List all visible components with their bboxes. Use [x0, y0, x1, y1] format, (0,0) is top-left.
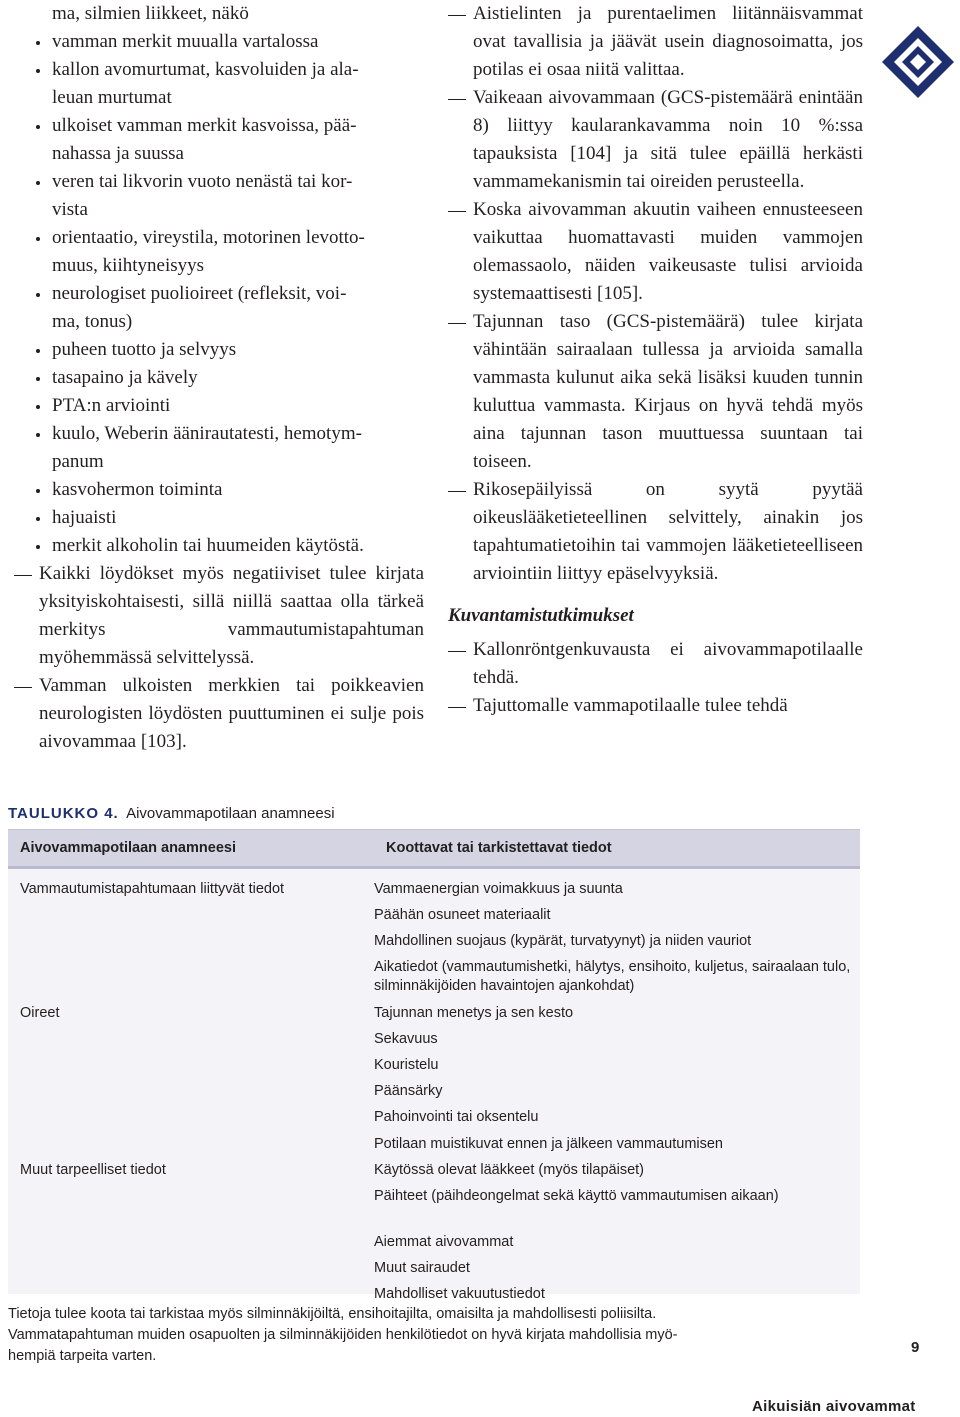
bullet-item: orientaatio, vireystila, motorinen levotto- muus, kiihtyneisyys — [14, 224, 424, 280]
table-cell: Sekavuus — [374, 1031, 438, 1047]
running-footer: Aikuisiän aivovammat — [752, 1398, 916, 1415]
table-cell: Käytössä olevat lääkkeet (myös tilapäiset) — [374, 1162, 644, 1178]
right-text-column — [448, 0, 863, 720]
examination-bullet-list — [14, 0, 424, 560]
bullet-item: tasapaino ja kävely — [14, 364, 424, 392]
bullet-item: vamman merkit muualla vartalossa — [14, 28, 424, 56]
left-text-column — [14, 0, 424, 756]
table-group-label: Vammautumistapahtumaan liittyvät tiedot — [20, 881, 285, 897]
table-group-label: Muut tarpeelliset tiedot — [20, 1162, 166, 1178]
bullet-item: neurologiset puolioireet (refleksit, voi- ma, tonus) — [14, 280, 424, 336]
footnote-line: Vammatapahtuman muiden osapuolten ja silminnäkijöiden henkilötiedot on hyvä kirjata mahdollisia myö- — [8, 1327, 678, 1343]
footnote-line: Tietoja tulee koota tai tarkistaa myös silminnäkijöiltä, ensihoitajilta, omaisilta ja mahdollisesti poliisilta. — [8, 1306, 657, 1322]
table-cell: Aiemmat aivovammat — [374, 1234, 514, 1250]
bullet-item: PTA:n arviointi — [14, 392, 424, 420]
dash-paragraph: Kaikki löydökset myös negatiiviset tulee kirjata yksityiskohtaisesti, sillä niillä saattaa olla tärkeä merkitys vammautumistapahtuman myöhemmässä selvittelyssä. — [14, 560, 424, 672]
section-heading: Kuvantamistutkimukset — [448, 605, 634, 626]
bullet-item: kuulo, Weberin äänirautatesti, hemotym- panum — [14, 420, 424, 476]
table-cell: Mahdollinen suojaus (kypärät, turvatyynyt) ja niiden vauriot — [374, 933, 752, 949]
table-header-cell: Aivovammapotilaan anamneesi — [20, 840, 236, 856]
table-cell: Mahdolliset vakuutustiedot — [374, 1286, 545, 1302]
table-header-cell: Koottavat tai tarkistettavat tiedot — [386, 840, 612, 856]
table-cell: Päähän osuneet materiaalit — [374, 907, 551, 923]
footnote-line: hempiä tarpeita varten. — [8, 1348, 157, 1364]
dash-paragraph: Rikosepäilyissä on syytä pyytää oikeuslääketieteellinen selvittely, ainakin jos tapahtumatietoihin tai vammojen lääketieteelliseen arviointiin liittyy epäselvyyksiä. — [448, 476, 863, 588]
dash-paragraph: Kallonröntgenkuvausta ei aivovammapotilaalle tehdä. — [448, 636, 863, 692]
dash-paragraph: Koska aivovamman akuutin vaiheen ennusteeseen vaikuttaa huomattavasti muiden vammojen olemassaolo, näiden vaikeusaste tulisi arvioida systemaattisesti [105]. — [448, 196, 863, 308]
bullet-item: veren tai likvorin vuoto nenästä tai kor- vista — [14, 168, 424, 224]
page-number: 9 — [911, 1339, 920, 1356]
bullet-item: kasvohermon toiminta — [14, 476, 424, 504]
table-caption-text: Aivovammapotilaan anamneesi — [126, 805, 335, 822]
bullet-item: ulkoiset vamman merkit kasvoissa, pää- nahassa ja suussa — [14, 112, 424, 168]
table-caption-label: TAULUKKO 4. — [8, 805, 119, 822]
bullet-item: hajuaisti — [14, 504, 424, 532]
publisher-logo — [880, 24, 956, 100]
table-body — [8, 869, 860, 1302]
bullet-item: puheen tuotto ja selvyys — [14, 336, 424, 364]
table-cell: Potilaan muistikuvat ennen ja jälkeen vammautumisen — [374, 1136, 723, 1152]
table-group-label: Oireet — [20, 1005, 60, 1021]
imaging-dash-list — [448, 636, 863, 720]
table-footnote — [8, 1304, 858, 1367]
left-dash-list — [14, 560, 424, 756]
table-cell: Tajunnan menetys ja sen kesto — [374, 1005, 574, 1021]
table-header-row — [8, 829, 860, 866]
table-caption — [8, 805, 335, 822]
bullet-item: kallon avomurtumat, kasvoluiden ja ala- leuan murtumat — [14, 56, 424, 112]
bullet-continuation: ma, silmien liikkeet, näkö — [52, 3, 249, 24]
table-cell: Muut sairaudet — [374, 1260, 470, 1276]
dash-paragraph: Aistielinten ja purentaelimen liitännäisvammat ovat tavallisia ja jäävät usein diagnosoimatta, jos potilas ei osaa niitä valittaa. — [448, 0, 863, 84]
table-cell: Aikatiedot (vammautumishetki, hälytys, ensihoito, kuljetus, sairaalaan tulo, silminnäkijöiden havaintojen ajankohdat) — [374, 959, 851, 994]
bullet-item: merkit alkoholin tai huumeiden käytöstä. — [14, 532, 424, 560]
dash-paragraph: Tajuttomalle vammapotilaalle tulee tehdä — [448, 692, 863, 720]
dash-paragraph: Vamman ulkoisten merkkien tai poikkeavien neurologisten löydösten puuttuminen ei sulje pois aivovammaa [103]. — [14, 672, 424, 756]
anamnesis-table — [8, 829, 860, 1302]
dash-paragraph: Tajunnan taso (GCS-pistemäärä) tulee kirjata vähintään sairaalaan tullessa ja arvioida samalla vammasta kulunut aika sekä lisäksi kuuden tunnin kuluttua vammasta. Kirjaus on hyvä tehdä myös aina tajunnan tason muuttuessa suuntaan tai toiseen. — [448, 308, 863, 476]
table-cell: Vammaenergian voimakkuus ja suunta — [374, 881, 623, 897]
table-cell: Kouristelu — [374, 1057, 439, 1073]
dash-paragraph: Vaikeaan aivovammaan (GCS-pistemäärä enintään 8) liittyy kaularankavamma noin 10 %:ssa tapauksista [104] ja sitä tulee epäillä herkästi vammamekanismin tai oireiden perusteella. — [448, 84, 863, 196]
right-dash-list — [448, 0, 863, 588]
table-cell: Päihteet (päihdeongelmat sekä käyttö vammautumisen aikaan) — [374, 1188, 779, 1204]
table-cell: Päänsärky — [374, 1083, 443, 1099]
table-cell: Pahoinvointi tai oksentelu — [374, 1109, 539, 1125]
